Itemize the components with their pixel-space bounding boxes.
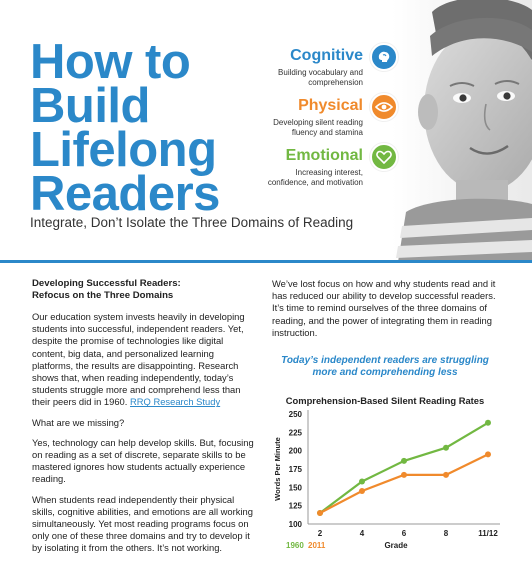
- x-tick-label: 2: [317, 529, 323, 538]
- domain-description-line: fluency and stamina: [291, 128, 363, 137]
- eye-icon: [370, 93, 398, 121]
- data-point: [485, 451, 491, 457]
- x-tick-label: 4: [359, 529, 365, 538]
- legend-item: 1960: [286, 541, 304, 550]
- domain-description: [228, 68, 363, 88]
- research-study-link[interactable]: RRQ Research Study: [130, 396, 221, 408]
- domain-name: Physical: [298, 97, 363, 114]
- reading-rates-chart: [264, 406, 514, 576]
- brain-icon: [370, 43, 398, 71]
- section-heading: [32, 278, 256, 302]
- callout-line: more and comprehending less: [312, 367, 458, 378]
- domain-description-line: Developing silent reading: [273, 118, 363, 127]
- chart-title: Comprehension-Based Silent Reading Rates: [285, 395, 485, 406]
- title-line: Readers: [30, 167, 220, 221]
- paragraph: What are we missing?: [32, 416, 125, 428]
- callout: [270, 355, 500, 379]
- data-point: [401, 458, 407, 464]
- data-point: [317, 510, 323, 516]
- paragraph-text: Our education system invests heavily in developing students into successful, independent readers. Yet, despite the promise of technologies like digital content, big data, and personalized learning platforms, the results are disappointing. Research shows that, when reading independently, today’s students struggle more and comprehend less than their peers did in 1960.: [32, 311, 245, 408]
- paragraph: When students read independently their physical skills, cognitive abilities, and emotions are all working simultaneously. Yet most reading programs focus on only one of these three domains and try to develop it by isolating it from the others. It’s not working.: [32, 493, 253, 554]
- paragraph: We’ve lost focus on how and why students read and it has reduced our ability to develop successful readers. It’s time to remind ourselves of the three domains of reading, and the power of integrating them in reading instruction.: [272, 278, 496, 338]
- x-tick-label: 8: [443, 529, 449, 538]
- legend-item: 2011: [308, 541, 326, 550]
- hero-banner: [0, 0, 532, 262]
- y-tick-label: 225: [288, 428, 302, 438]
- divider-bar: [0, 260, 532, 263]
- y-tick-label: 100: [288, 520, 302, 529]
- y-tick-label: 150: [288, 483, 302, 493]
- domain-description-line: confidence, and motivation: [267, 178, 363, 187]
- boy-photo: [392, 0, 532, 262]
- y-axis-label: Words Per Minute: [273, 437, 282, 501]
- y-tick-label: 200: [288, 446, 302, 456]
- y-tick-label: 175: [288, 465, 302, 474]
- data-point: [443, 445, 449, 451]
- section-heading-line: Refocus on the Three Domains: [32, 290, 174, 301]
- section-heading-line: Developing Successful Readers:: [32, 278, 181, 289]
- paragraph: Yes, technology can help develop skills. But, focusing on reading as a set of discrete, separate skills to be mastered ignores how students actually experience reading.: [32, 436, 254, 485]
- x-tick-label: 6: [401, 529, 407, 538]
- data-point: [443, 472, 449, 478]
- domain-physical: [228, 97, 363, 138]
- data-point: [359, 488, 365, 494]
- domain-name: Cognitive: [290, 47, 363, 64]
- domain-description-line: Increasing interest,: [295, 168, 363, 177]
- domain-emotional: [228, 147, 363, 188]
- paragraph: [32, 311, 256, 409]
- heart-icon: [370, 143, 398, 171]
- domain-name: Emotional: [285, 147, 363, 164]
- title-line: Build: [30, 79, 150, 133]
- y-tick-label: 125: [288, 501, 302, 511]
- page-title: [30, 35, 260, 221]
- domain-description: [228, 168, 363, 188]
- right-column: [272, 278, 498, 347]
- title-line: How to: [30, 35, 191, 89]
- data-point: [485, 420, 491, 426]
- title-line: Lifelong: [30, 123, 217, 177]
- subtitle: Integrate, Don’t Isolate the Three Domains of Reading: [30, 215, 354, 230]
- x-tick-label: 11/12: [478, 529, 498, 538]
- x-axis-label: Grade: [384, 541, 408, 550]
- domain-description-line: Building vocabulary and: [278, 68, 363, 77]
- callout-line: Today’s independent readers are struggling: [281, 355, 489, 366]
- data-point: [401, 472, 407, 478]
- y-tick-label: 250: [288, 410, 302, 419]
- domain-cognitive: [228, 47, 363, 88]
- data-point: [359, 478, 365, 484]
- domain-description: [228, 118, 363, 138]
- left-column: [32, 278, 256, 563]
- domain-description-line: comprehension: [308, 78, 363, 87]
